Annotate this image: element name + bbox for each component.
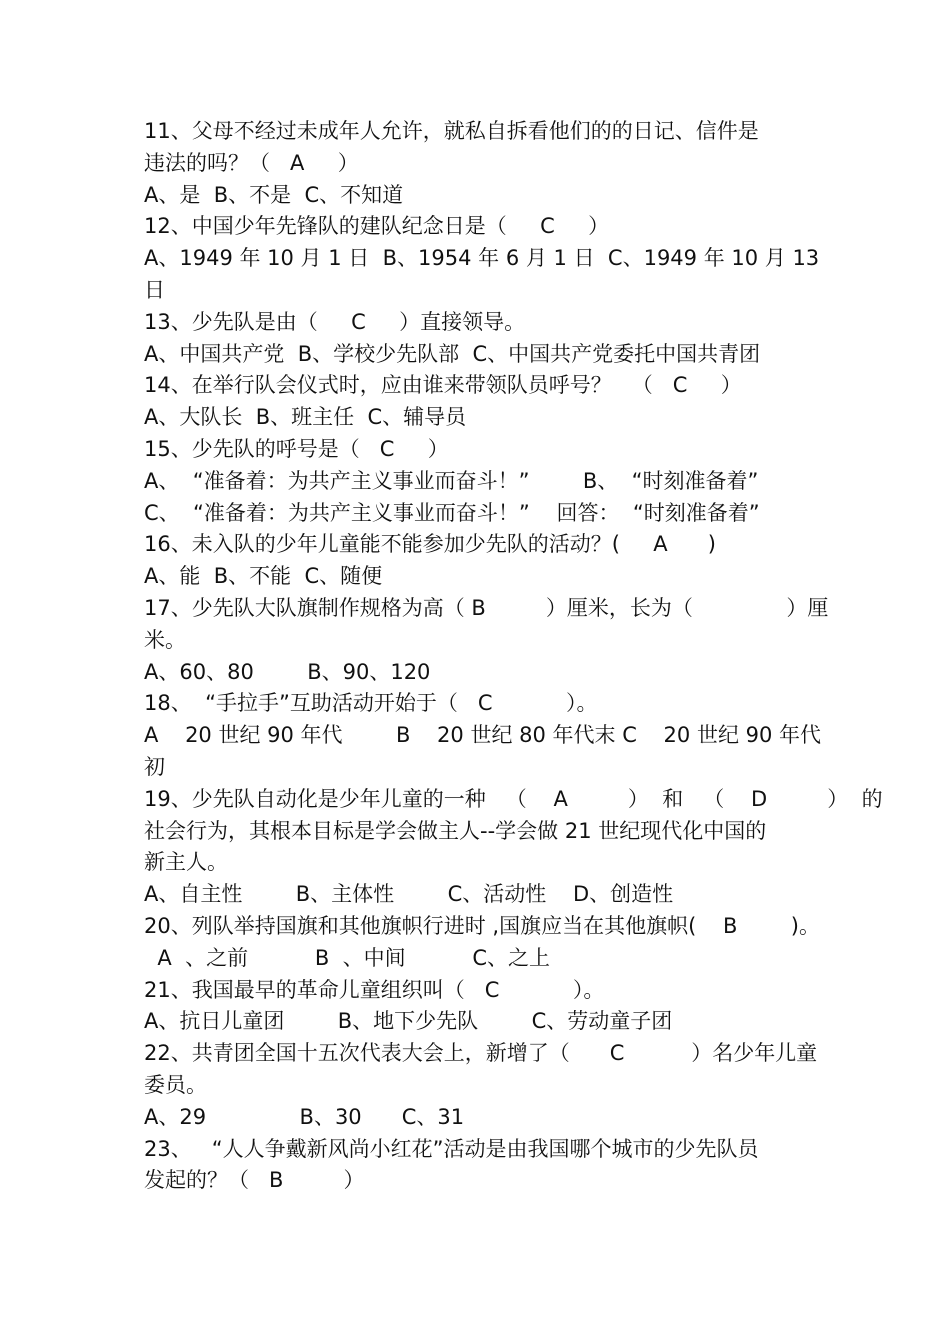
- text-line: A、 “准备着：为共产主义事业而奋斗！” B、 “时刻准备着”: [144, 468, 759, 493]
- text-line: 发起的？（ B ）: [144, 1168, 365, 1193]
- text-line: 17、少先队大队旗制作规格为高（ B ）厘米，长为（ ）厘: [144, 595, 829, 620]
- text-line: 11、父母不经过未成年人允许，就私自拆看他们的的日记、信件是: [144, 119, 759, 143]
- text-line: A、1949 年 10 月 1 日 B、1954 年 6 月 1 日 C、1949 年 10 月 13: [144, 246, 820, 271]
- text-line: A、60、80 B、90、120: [144, 659, 431, 684]
- text-line: 16、未入队的少年儿童能不能参加少先队的活动？( A ): [144, 532, 716, 557]
- text-line: 18、 “手拉手”互助活动开始于（ C ）。: [144, 691, 598, 716]
- text-line: A、大队长 B、班主任 C、辅导员: [144, 405, 467, 430]
- text-line: A、能 B、不能 C、随便: [144, 564, 383, 589]
- text-line: 新主人。: [144, 850, 228, 875]
- text-line: 15、少先队的呼号是（ C ）: [144, 436, 449, 461]
- text-line: C、 “准备着：为共产主义事业而奋斗！” 回答： “时刻准备着”: [144, 500, 760, 525]
- text-line: 12、中国少年先锋队的建队纪念日是（ C ）: [144, 214, 610, 239]
- text-line: A、抗日儿童团 B、地下少先队 C、劳动童子团: [144, 1009, 673, 1034]
- text-line: 23、 “人人争戴新风尚小红花”活动是由我国哪个城市的少先队员: [144, 1136, 759, 1161]
- text-line: A、自主性 B、主体性 C、活动性 D、创造性: [144, 882, 674, 907]
- text-line: A 、之前 B 、中间 C、之上: [144, 945, 550, 970]
- text-line: 21、我国最早的革命儿童组织叫（ C ）。: [144, 977, 605, 1002]
- text-line: 22、共青团全国十五次代表大会上，新增了（ C ）名少年儿童: [144, 1041, 818, 1066]
- text-line: A、中国共产党 B、学校少先队部 C、中国共产党委托中国共青团: [144, 341, 761, 366]
- text-line: 13、少先队是由（ C ）直接领导。: [144, 309, 526, 334]
- text-line: A 20 世纪 90 年代 B 20 世纪 80 年代末 C 20 世纪 90 年代: [144, 723, 822, 748]
- text-line: 14、在举行队会仪式时，应由谁来带领队员呼号？ （ C ）: [144, 373, 742, 398]
- text-line: 社会行为，其根本目标是学会做主人--学会做 21 世纪现代化中国的: [144, 818, 767, 843]
- text-line: 违法的吗？（ A ）: [144, 150, 359, 175]
- text-line: 20、列队举持国旗和其他旗帜行进时 ,国旗应当在其他旗帜( B )。: [144, 913, 820, 938]
- text-line: 日: [144, 277, 165, 302]
- text-line: A、是 B、不是 C、不知道: [144, 182, 404, 207]
- text-line: 委员。: [144, 1072, 207, 1097]
- text-line: 19、少先队自动化是少年儿童的一种 （ A ） 和 （ D ） 的: [144, 786, 883, 811]
- document-page: [144, 116, 883, 1197]
- text-line: 初: [144, 754, 165, 779]
- text-line: 米。: [144, 627, 186, 652]
- text-line: A、29 B、30 C、31: [144, 1104, 465, 1129]
